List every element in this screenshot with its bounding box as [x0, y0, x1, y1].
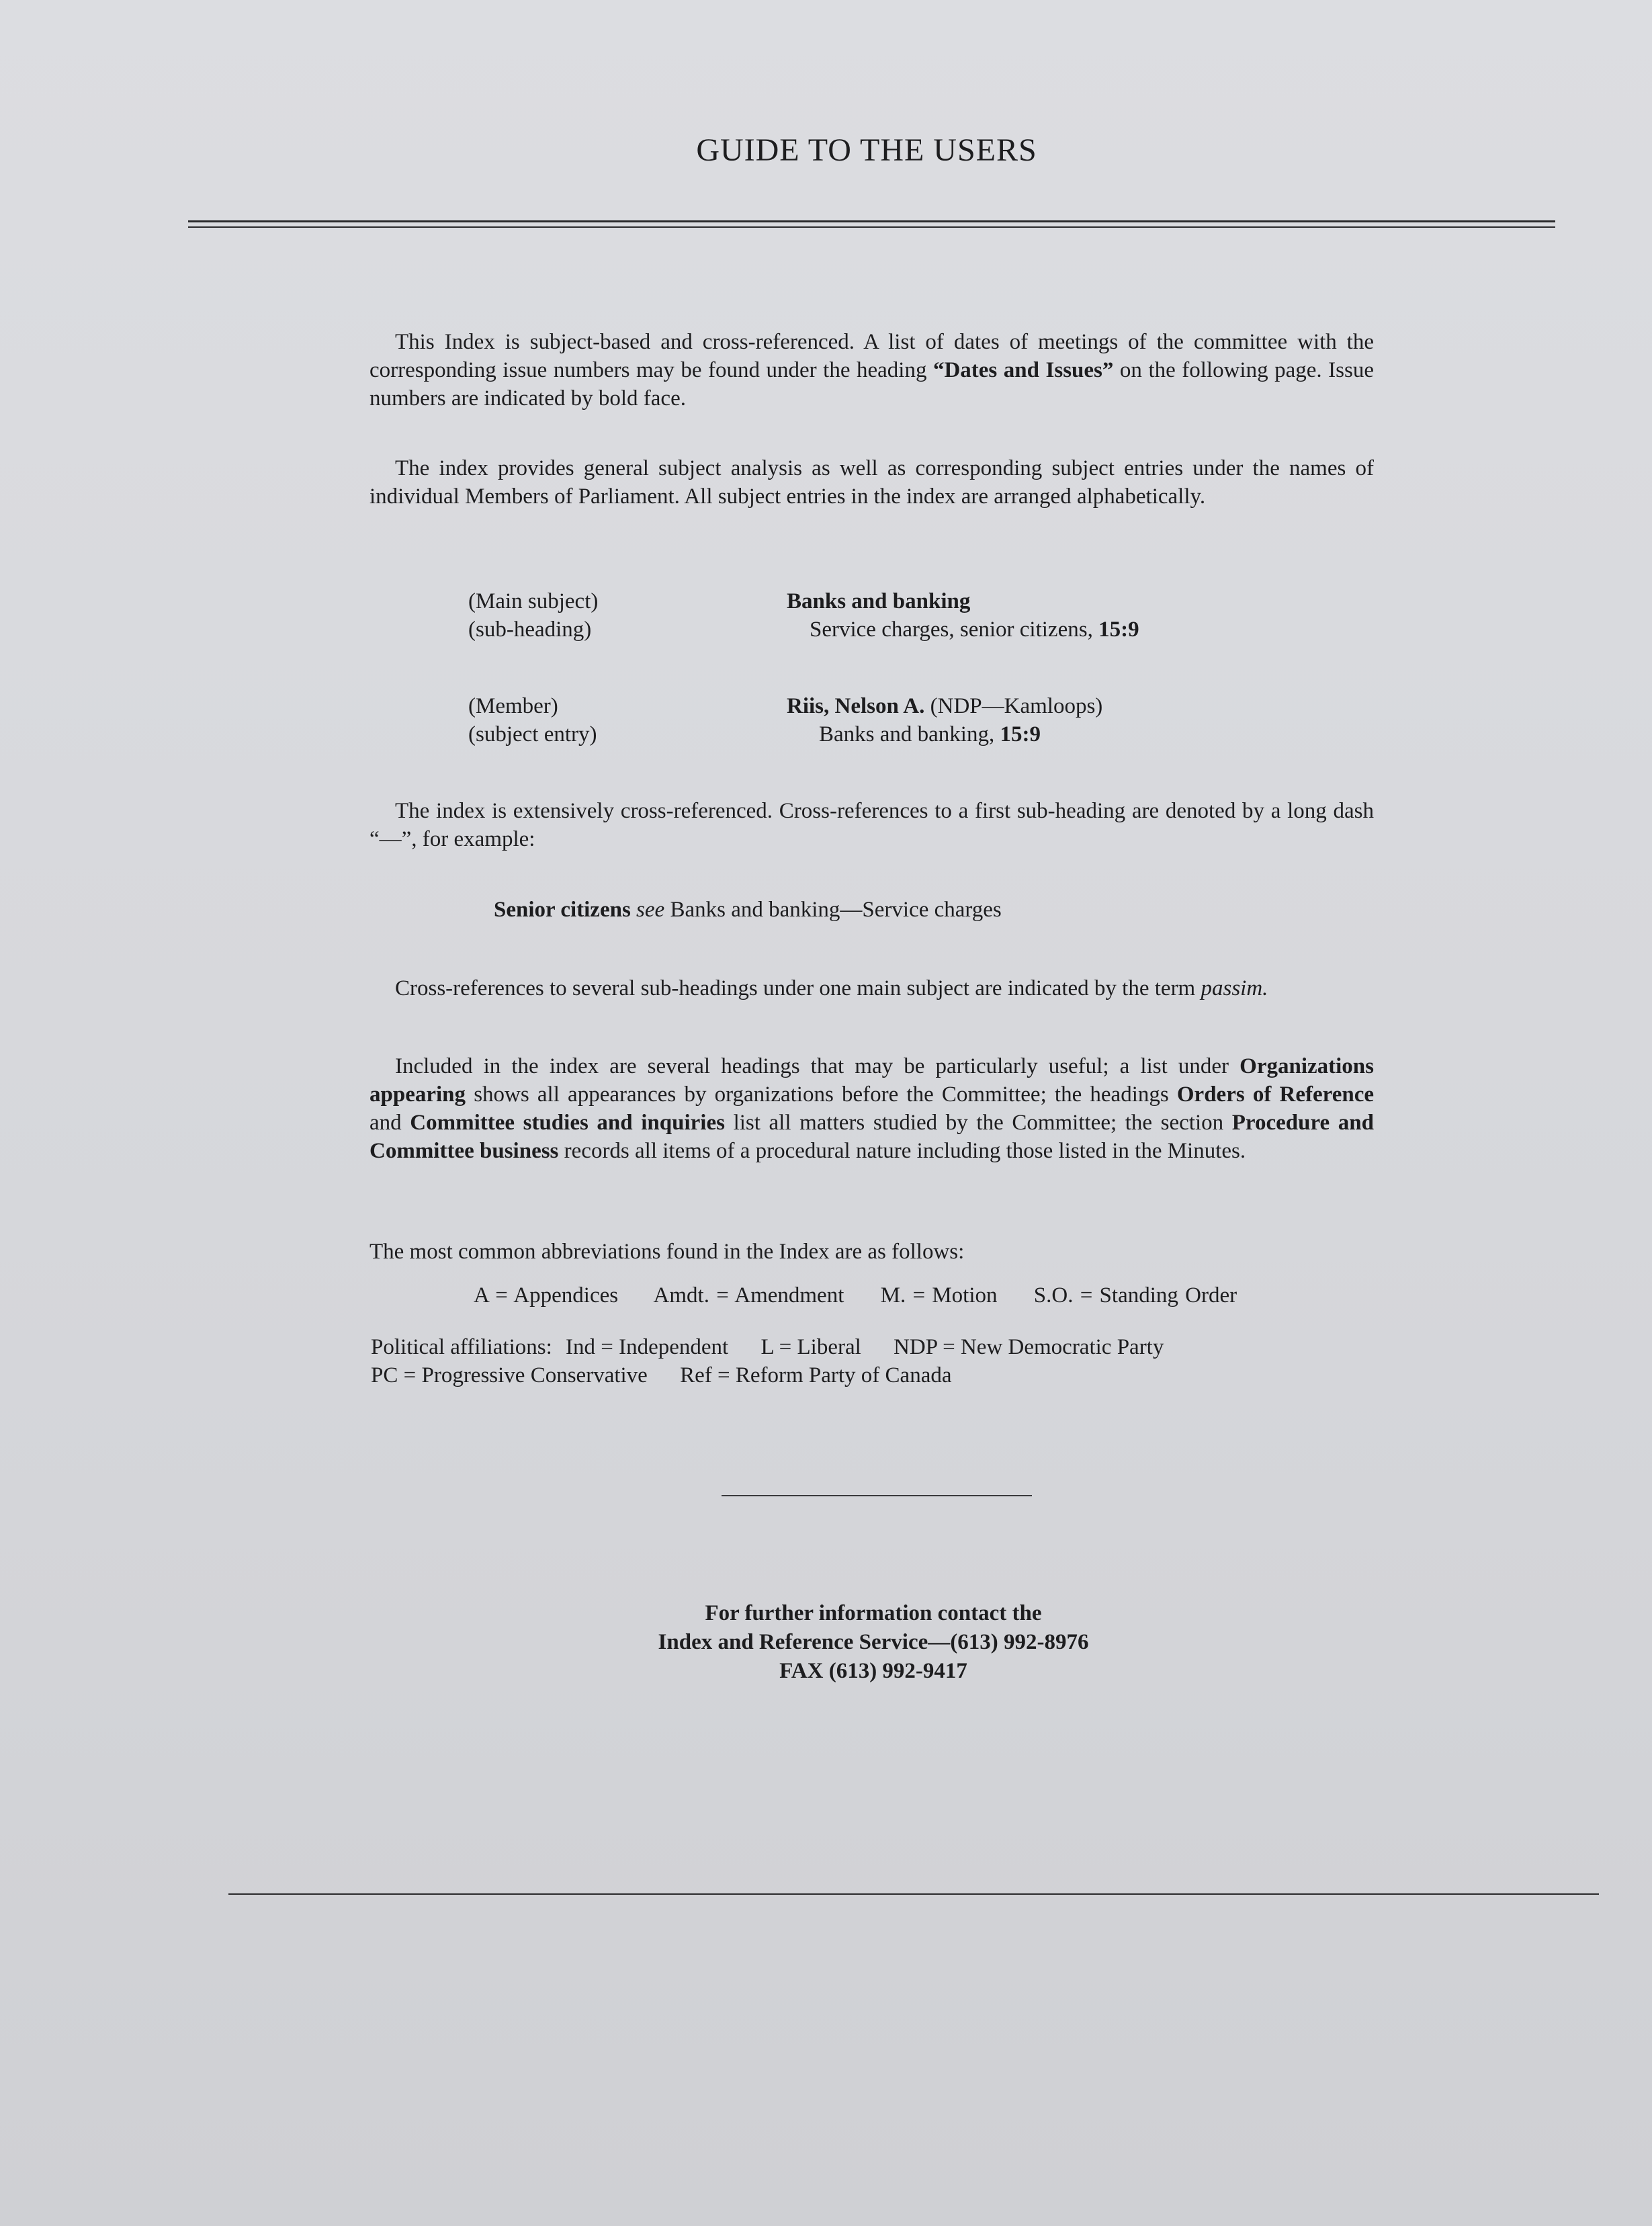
affiliation-item: NDP = New Democratic Party — [894, 1335, 1164, 1359]
example-heading: Banks and banking — [787, 589, 971, 613]
example-sub-heading: Service charges, senior citizens, 15:9 — [810, 617, 1139, 642]
abbreviation-item: S.O. = Standing Order — [1033, 1283, 1237, 1308]
page-title: GUIDE TO THE USERS — [696, 132, 1037, 168]
paragraph-cross-reference — [369, 797, 1374, 853]
paragraph-subject-analysis — [369, 454, 1374, 511]
paragraph-passim — [369, 974, 1374, 1002]
passim-text: Cross-references to several sub-headings under one main subject are indicated by the term — [395, 976, 1201, 1000]
example-main-subject-entry — [787, 587, 1139, 644]
heading-organizations-appearing: Organizations appearing — [369, 1054, 1374, 1107]
abbreviations-intro-text: The most common abbreviations found in the Index are as follows: — [369, 1240, 965, 1264]
affiliation-item: PC = Progressive Conservative — [371, 1363, 648, 1387]
affiliation-item: Ref = Reform Party of Canada — [680, 1363, 952, 1387]
example-member-entry — [787, 692, 1102, 748]
label-sub-heading: (sub-heading) — [468, 617, 592, 642]
contact-line-2: Index and Reference Service—(613) 992-8976 — [658, 1630, 1089, 1654]
see-word: see — [636, 898, 665, 922]
heading-procedure-business: Procedure and Committee business — [369, 1111, 1374, 1163]
label-member: (Member) — [468, 694, 558, 718]
example-member-subject: Banks and banking, 15:9 — [819, 722, 1041, 746]
example-member-name: Riis, Nelson A. (NDP—Kamloops) — [787, 694, 1103, 718]
see-example — [494, 898, 1002, 923]
intro-text: This Index is subject-based and cross-referenced. A list of dates of meetings of the committee with the corresponding issue numbers may be found under the heading — [369, 330, 1374, 382]
abbreviations-list — [474, 1283, 1237, 1308]
affiliations-line-2 — [371, 1361, 1352, 1389]
heading-orders-of-reference: Orders of Reference — [1176, 1082, 1374, 1107]
dates-issues-heading: “Dates and Issues” — [932, 358, 1114, 382]
cross-reference-text: The index is extensively cross-referenced. Cross-references to a first sub-heading are denoted by a long dash “—”, for example: — [369, 799, 1374, 851]
passim-term: passim. — [1201, 976, 1268, 1000]
label-main-subject: (Main subject) — [468, 589, 599, 613]
paragraph-abbreviations-intro — [369, 1238, 1374, 1266]
bottom-rule — [228, 1893, 1599, 1895]
contact-block — [0, 1599, 1652, 1686]
paragraph-intro — [369, 328, 1374, 413]
intro-text-end: on the following page. Issue numbers are indicated by bold face. — [369, 358, 1375, 411]
affiliation-item: Ind = Independent — [566, 1335, 729, 1359]
contact-fax: FAX (613) 992-9417 — [779, 1659, 967, 1683]
subject-analysis-text: The index provides general subject analysis as well as corresponding subject entries under the names of individual Members of Parliament. All subject entries in the index are arranged alphabetically. — [369, 456, 1374, 509]
paragraph-useful-headings: Included in the index are several headings that may be particularly useful; a list under Organizations appearing shows all appearances by organizations before the Committee; the headings Orders of Reference and Committee studies and inquiries list all matters studied by the Committee; the section Procedure and Committee business records all items of a procedural nature including those listed in the Minutes. — [369, 1054, 1374, 1163]
abbreviation-item: Amdt. = Amendment — [653, 1283, 844, 1308]
see-subject: Senior citizens — [494, 898, 631, 922]
see-target: Banks and banking—Service charges — [664, 898, 1002, 922]
abbreviation-item: M. = Motion — [880, 1283, 998, 1308]
contact-line-1: For further information contact the — [705, 1601, 1042, 1625]
affiliation-item: L = Liberal — [760, 1335, 861, 1359]
heading-committee-studies: Committee studies and inquiries — [410, 1111, 725, 1135]
abbreviation-item: A = Appendices — [474, 1283, 619, 1308]
example-member-labels — [468, 692, 597, 748]
label-subject-entry: (subject entry) — [468, 722, 597, 746]
section-divider — [722, 1495, 1032, 1496]
affiliations-line-1 — [371, 1333, 1352, 1361]
affiliations-label: Political affiliations: — [371, 1335, 552, 1359]
example-main-subject-labels — [468, 587, 598, 644]
title-double-rule — [188, 220, 1555, 228]
political-affiliations — [371, 1333, 1352, 1389]
